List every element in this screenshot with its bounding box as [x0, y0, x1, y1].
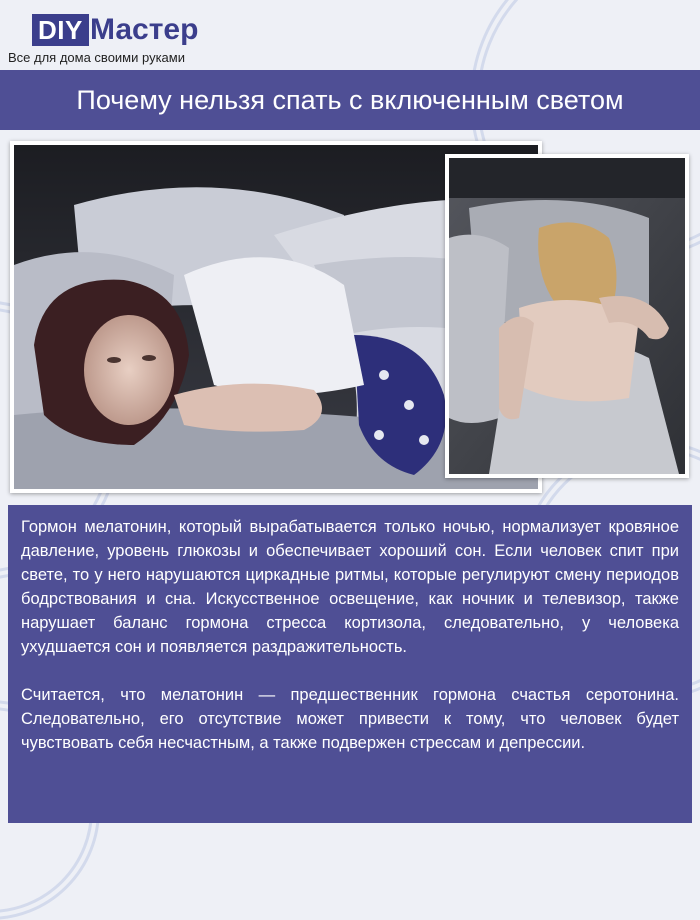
logo-tagline: Все для дома своими руками [8, 50, 185, 65]
site-logo[interactable] [8, 8, 228, 68]
photo-woman-sleeping [445, 154, 689, 478]
article-text [8, 505, 692, 823]
logo-brand-box: DIY [32, 14, 89, 46]
logo-brand-word: Мастер [90, 13, 199, 46]
title-band [0, 70, 700, 130]
page-title: Почему нельзя спать с включенным светом [76, 84, 624, 115]
paragraph: Гормон мелатонин, который вырабатывается только ночью, нормализует кровяное давление, уровень глюкозы и обеспечивает хороший сон. Если человек спит при свете, то у него нарушаются циркадные ритмы, которые регулируют смену периодов бодрствования и сна. Искусственное освещение, как ночник и телевизор, также нарушает баланс гормона стресса кортизола, следовательно, у человека ухудшается сон и появляется раздражительность. [21, 518, 679, 656]
woman-sleeping-in-bed-icon [449, 158, 685, 474]
paragraph: Считается, что мелатонин — предшественник гормона счастья серотонина. Следовательно, его отсутствие может привести к тому, что человек будет чувствовать себя несчастным, а также подвержен стрессам и депрессии. [21, 686, 679, 752]
